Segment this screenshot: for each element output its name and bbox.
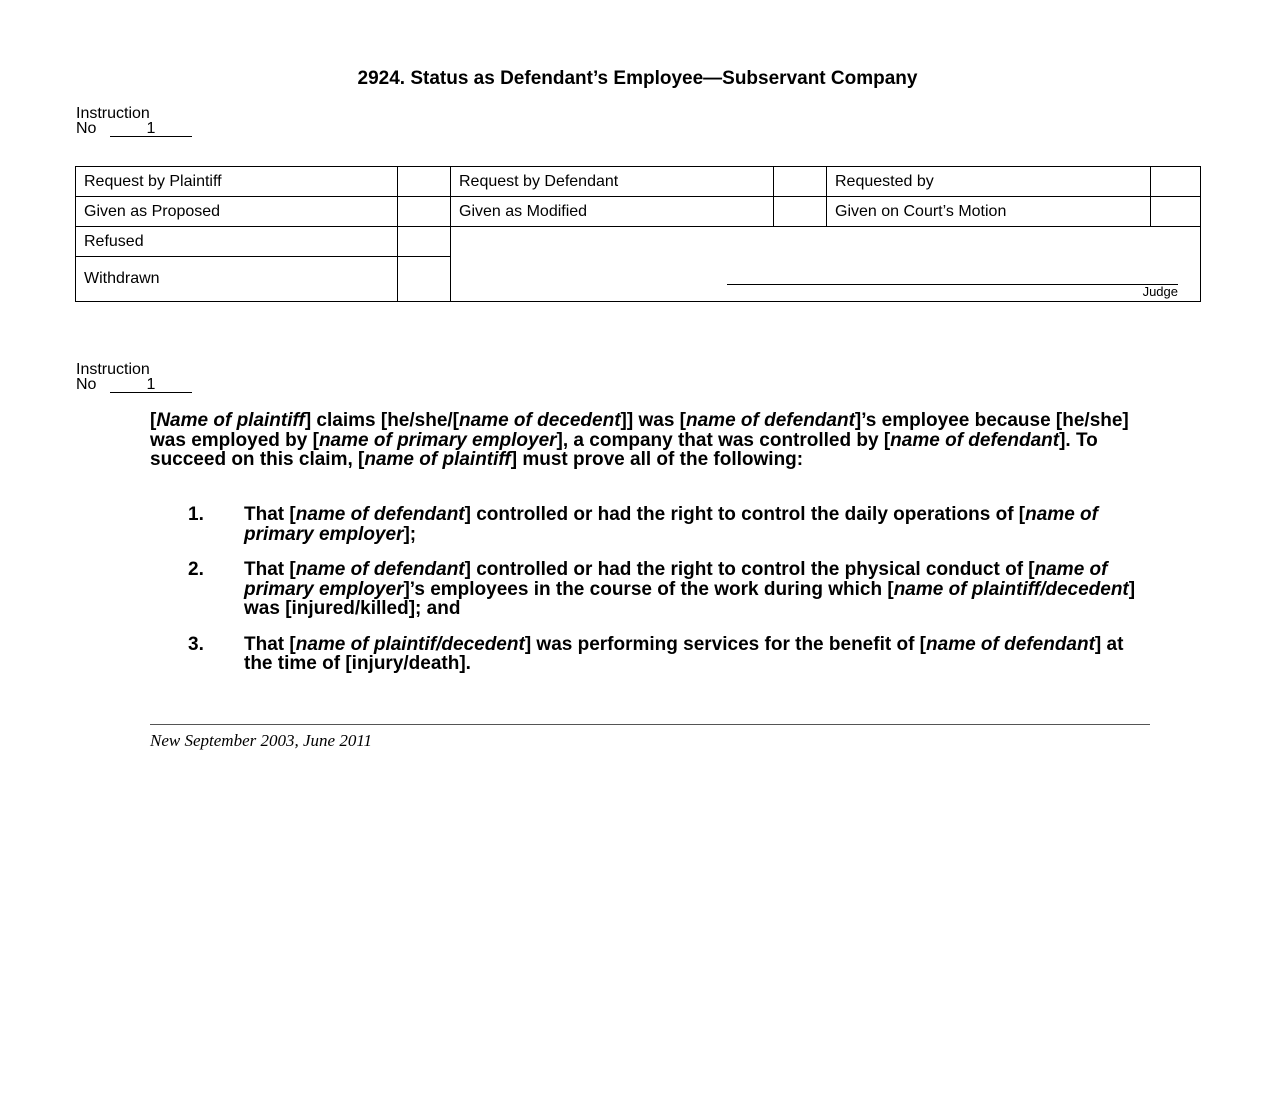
instruction-number: 1: [110, 122, 192, 137]
list-item: [150, 635, 1150, 674]
request-by-plaintiff-label: Request by Plaintiff: [76, 167, 398, 197]
instruction-number-block-top: [76, 106, 192, 137]
instruction-body-paragraph: [Name of plaintiff] claims [he/she/[name of decedent]] was [name of defendant]’s employee because [he/she] was employed by [name of primary employer], a company that was controlled by [name of defendant]. To succeed on this claim, [name of plaintiff] must prove all of the following:: [150, 410, 1129, 470]
withdrawn-label: Withdrawn: [76, 257, 398, 302]
judge-signature-line: [727, 284, 1178, 285]
request-by-plaintiff-box[interactable]: [398, 167, 451, 197]
footer-divider: [150, 724, 1150, 725]
given-as-proposed-label: Given as Proposed: [76, 197, 398, 227]
requested-by-label: Requested by: [827, 167, 1151, 197]
judge-label: Judge: [1142, 284, 1178, 299]
list-item: [150, 560, 1150, 619]
refused-label: Refused: [76, 227, 398, 257]
given-on-courts-motion-label: Given on Court’s Motion: [827, 197, 1151, 227]
given-on-courts-motion-box[interactable]: [1151, 197, 1201, 227]
refused-box[interactable]: [398, 227, 451, 257]
given-as-modified-label: Given as Modified: [451, 197, 774, 227]
given-as-modified-box[interactable]: [774, 197, 827, 227]
list-item-number: 3.: [188, 633, 204, 655]
no-label: No: [76, 120, 97, 137]
list-item-text: That [name of defendant] controlled or had the right to control the physical conduct of [name of primary employer]’s employees in the course of the work during which [name of plaintiff/decedent] was [injured/killed]; and: [244, 559, 1136, 619]
list-item-number: 2.: [188, 559, 204, 580]
list-item-text: That [name of defendant] controlled or had the right to control the daily operations of [name of primary employer];: [244, 504, 1098, 545]
request-by-defendant-box[interactable]: [774, 167, 827, 197]
list-item-text: That [name of plaintif/decedent] was performing services for the benefit of [name of defendant] at the time of [injury/death].: [244, 633, 1124, 674]
instruction-label: Instruction: [76, 361, 150, 378]
request-table: [75, 166, 1201, 302]
revision-note: New September 2003, June 2011: [150, 731, 373, 750]
no-label: No: [76, 376, 97, 393]
instruction-number: 1: [110, 378, 192, 393]
elements-list: [150, 505, 1150, 690]
list-item: [150, 505, 1150, 544]
instruction-number-block-bottom: [76, 362, 192, 393]
judge-signature-area[interactable]: [451, 227, 1201, 302]
given-as-proposed-box[interactable]: [398, 197, 451, 227]
instruction-label: Instruction: [76, 105, 150, 122]
requested-by-box[interactable]: [1151, 167, 1201, 197]
withdrawn-box[interactable]: [398, 257, 451, 302]
list-item-number: 1.: [188, 504, 204, 525]
request-by-defendant-label: Request by Defendant: [451, 167, 774, 197]
page-title: 2924. Status as Defendant’s Employee—Subservant Company: [357, 68, 918, 89]
